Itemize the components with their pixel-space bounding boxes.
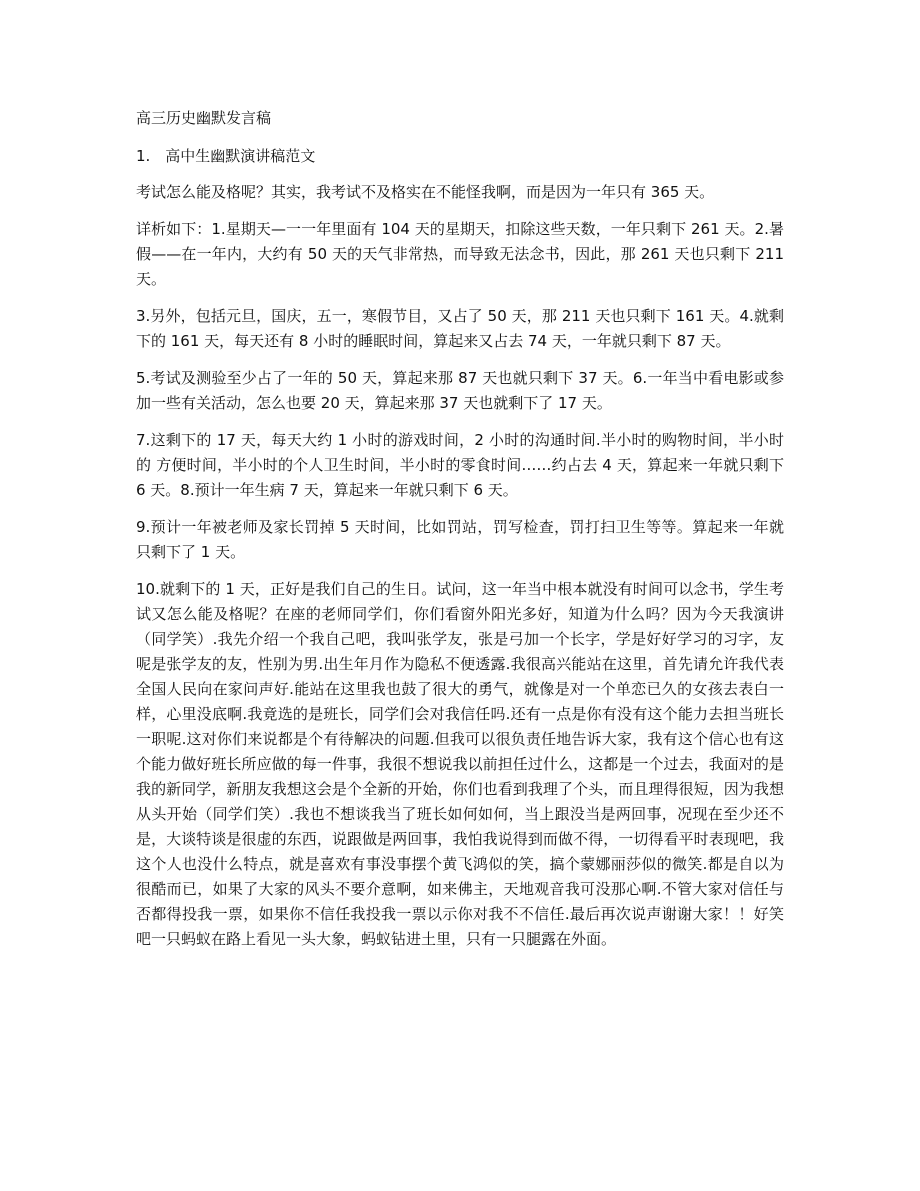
document-body [136,106,784,952]
document-title: 高三历史幽默发言稿 [136,109,272,127]
paragraph-holidays: 3.另外，包括元旦，国庆，五一，寒假节目，又占了 50 天，那 211 天也只剩下 161 天。4.就剩下的 161 天，每天还有 8 小时的睡眠时间，算起来又占去 74 天，一年就只剩下 87 天。 [136,307,784,350]
section-heading: 1. 高中生幽默演讲稿范文 [136,147,316,165]
paragraph-intro: 考试怎么能及格呢？其实，我考试不及格实在不能怪我啊，而是因为一年只有 365 天。 [136,183,715,201]
paragraph-daily-time: 7.这剩下的 17 天，每天大约 1 小时的游戏时间，2 小时的沟通时间.半小时的购物时间，半小时的 方便时间，半小时的个人卫生时间，半小时的零食时间……约占去 4 天，算起来一年就只剩下 6 天。8.预计一年生病 7 天，算起来一年就只剩下 6 天。 [136,431,784,499]
paragraph-punishment: 9.预计一年被老师及家长罚掉 5 天时间，比如罚站，罚写检查，罚打扫卫生等等。算起来一年就只剩下了 1 天。 [136,518,784,561]
paragraph-analysis: 详析如下：1.星期天—一一年里面有 104 天的星期天，扣除这些天数，一年只剩下 261 天。2.暑 假——在一年内，大约有 50 天的天气非常热，而导致无法念书，因此，那 261 天也只剩下 211 天。 [136,220,784,288]
paragraph-speech: 10.就剩下的 1 天，正好是我们自己的生日。试问，这一年当中根本就没有时间可以念书，学生考试又怎么能及格呢？在座的老师同学们，你们看窗外阳光多好，知道为什么吗？因为今天我演讲（同学笑）.我先介绍一个我自己吧，我叫张学友，张是弓加一个长字，学是好好学习的习字，友呢是张学友的友，性别为男.出生年月作为隐私不便透露.我很高兴能站在这里，首先请允许我代表全国人民向在家问声好.能站在这里我也鼓了很大的勇气，就像是对一个单恋已久的女孩去表白一样，心里没底啊.我竟选的是班长，同学们会对我信任吗.还有一点是你有没有这个能力去担当班长一职呢.这对你们来说都是个有待解决的问题.但我可以很负责任地告诉大家，我有这个信心也有这个能力做好班长所应做的每一件事，我很不想说我以前担任过什么，这都是一个过去，我面对的是我的新同学，新朋友我想这会是个全新的开始，你们也看到我理了个头，而且理得很短，因为我想从头开始（同学们笑）.我也不想谈我当了班长如何如何，当上跟没当是两回事，况现在至少还不是，大谈特谈是很虚的东西，说跟做是两回事，我怕我说得到而做不得，一切得看平时表现吧，我这个人也没什么特点，就是喜欢有事没事摆个黄飞鸿似的笑，搞个蒙娜丽莎似的微笑.都是自以为很酷而已，如果了大家的风头不要介意啊，如来佛主，天地观音我可没那心啊.不管大家对信任与否都得投我一票，如果你不信任我投我一票以示你对我不不信任.最后再次说声谢谢大家！！好笑吧一只蚂蚁在路上看见一头大象，蚂蚁钻进土里，只有一只腿露在外面。 [136,580,784,948]
paragraph-exams: 5.考试及测验至少占了一年的 50 天，算起来那 87 天也就只剩下 37 天。6.一年当中看电影或参加一些有关活动，怎么也要 20 天，算起来那 37 天也就剩下了 17 天。 [136,369,784,412]
